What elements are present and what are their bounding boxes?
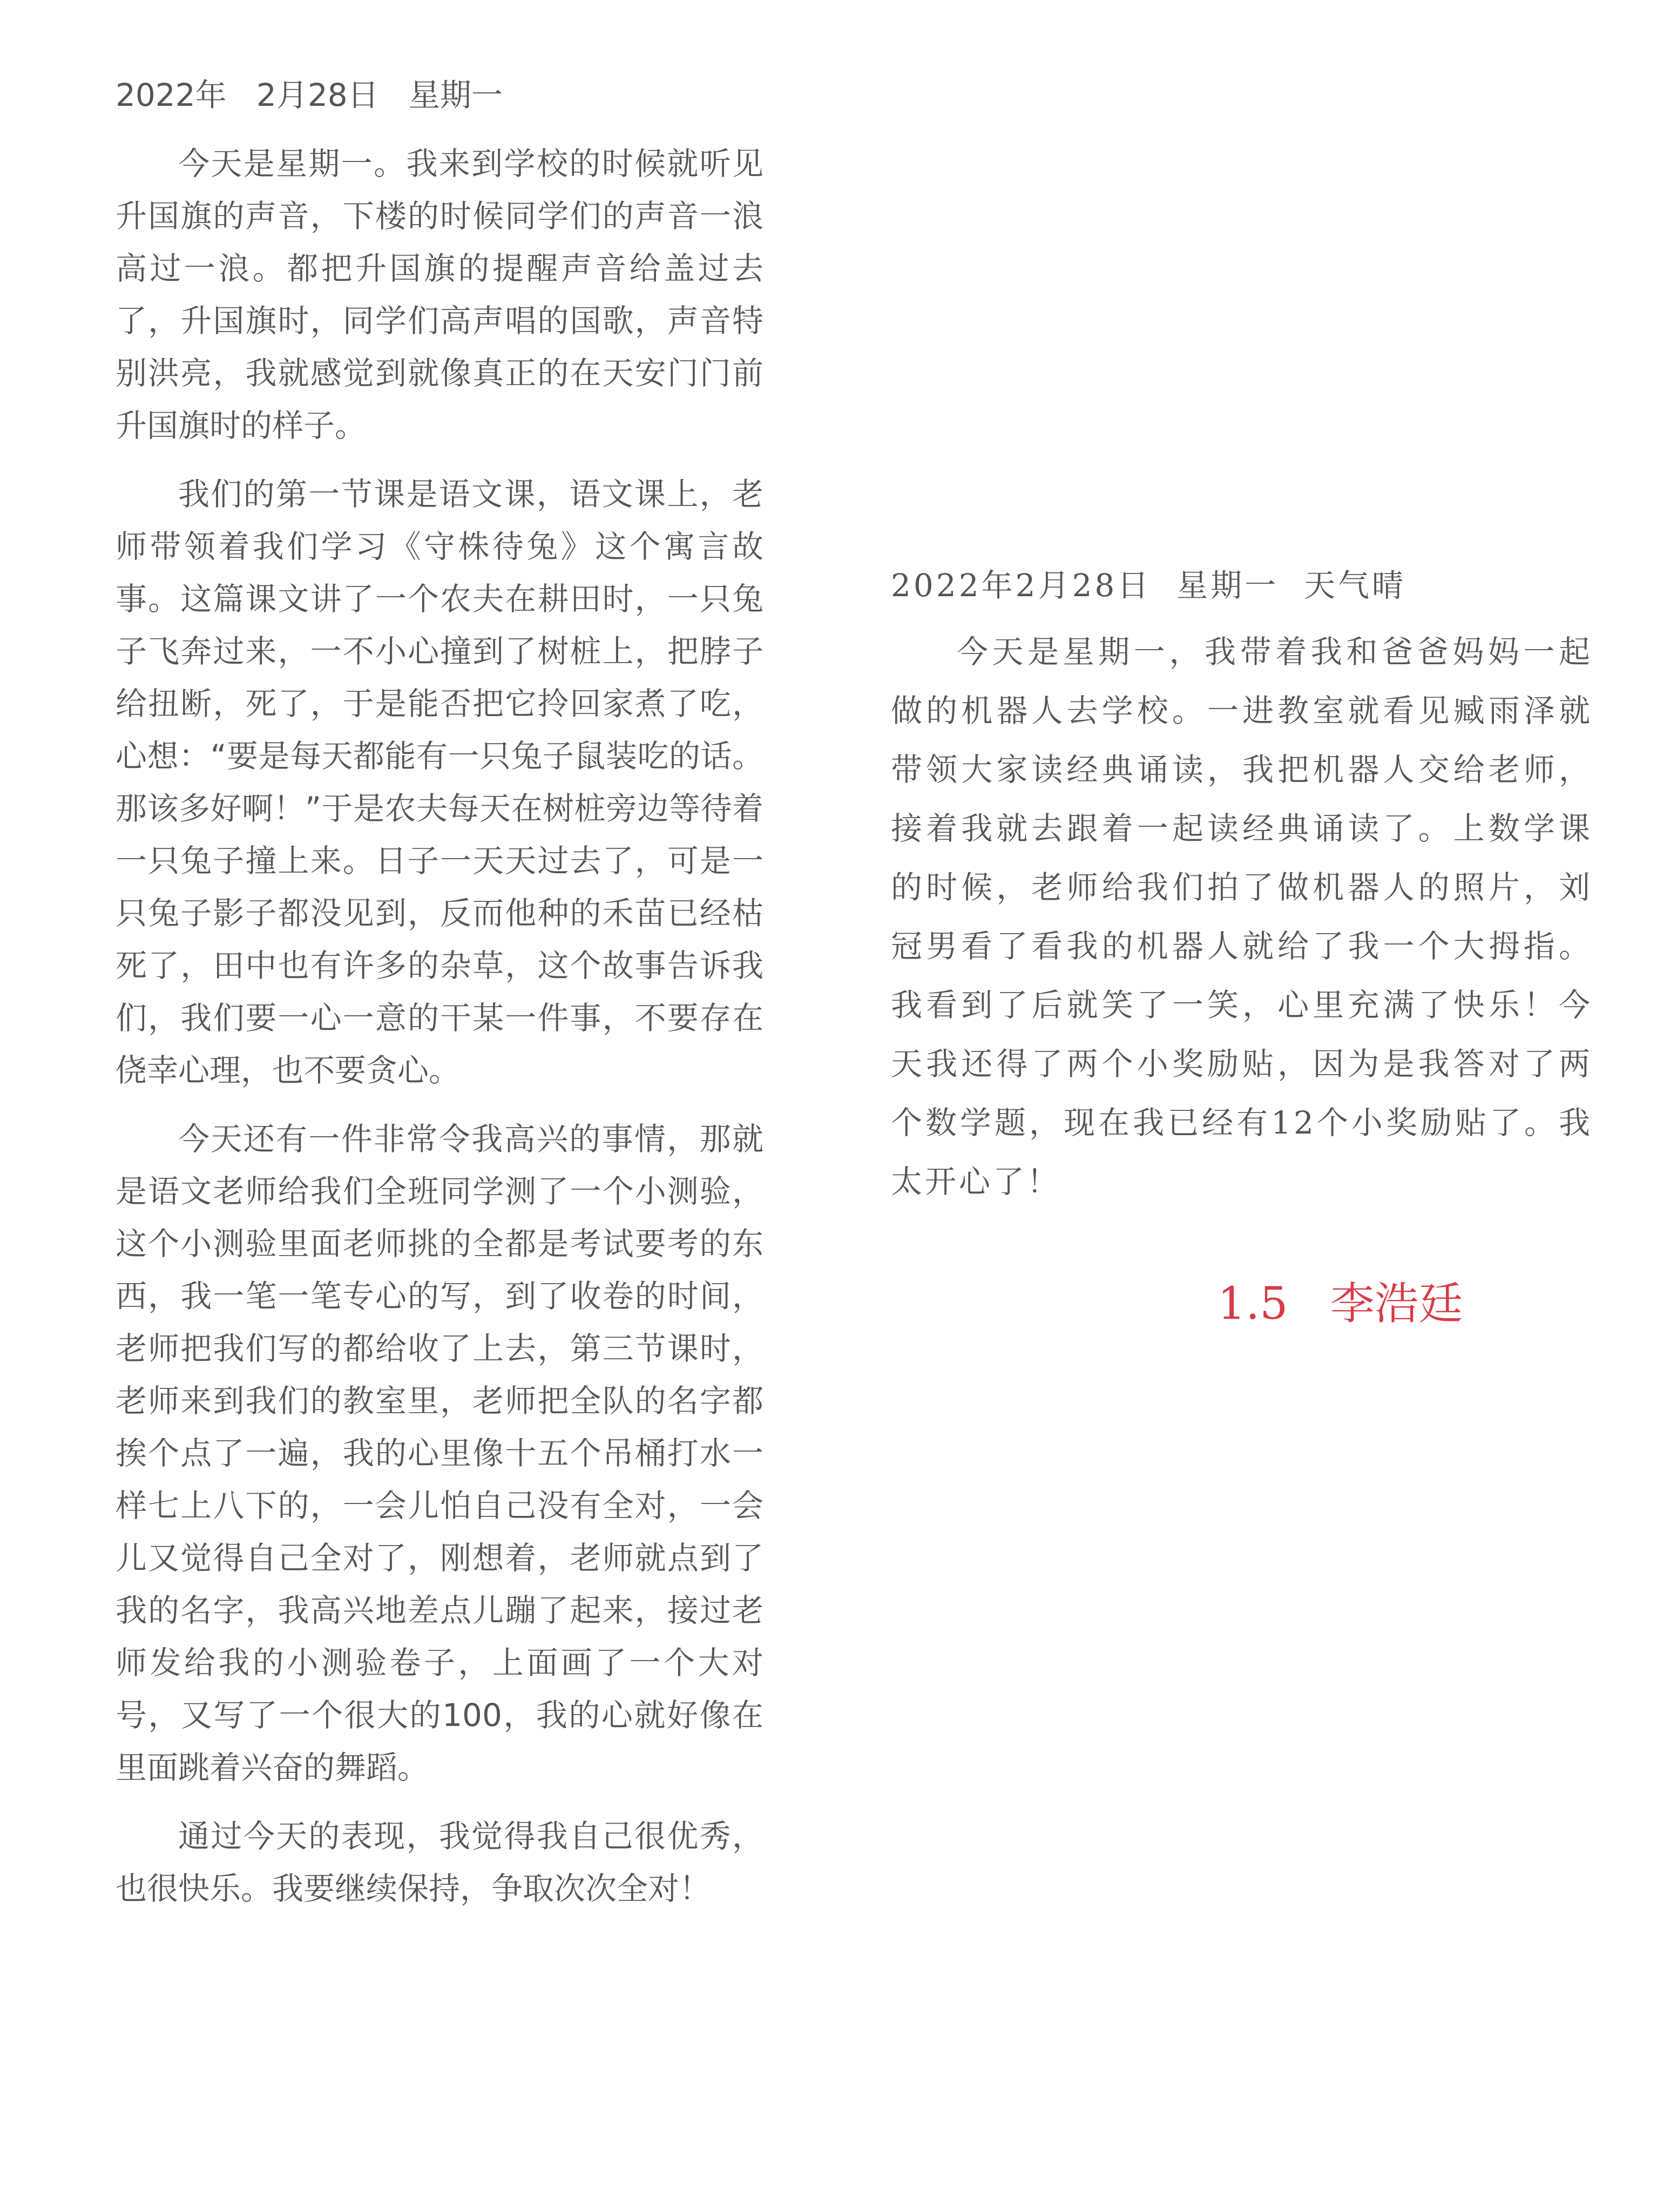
right-paragraph-1: 今天是星期一，我带着我和爸爸妈妈一起做的机器人去学校。一进教室就看见臧雨泽就带领大家读经典诵读，我把机器人交给老师，接着我就去跟着一起读经典诵读了。上数学课的时候，老师给我们拍了做机器人的照片，刘冠男看了看我的机器人就给了我一个大拇指。我看到了后就笑了一笑，心里充满了快乐！今天我还得了两个小奖励贴，因为是我答对了两个数学题，现在我已经有12个小奖励贴了。我太开心了！ <box>891 633 1593 1200</box>
left-paragraph-1: 今天是星期一。我来到学校的时候就听见升国旗的声音，下楼的时候同学们的声音一浪高过一浪。都把升国旗的提醒声音给盖过去了，升国旗时，同学们高声唱的国歌，声音特别洪亮，我就感觉到就像真正的在天安门门前升国旗时的样子。 <box>116 145 763 444</box>
left-paragraph-3: 今天还有一件非常令我高兴的事情，那就是语文老师给我们全班同学测了一个小测验，这个小测验里面老师挑的全都是考试要考的东西，我一笔一笔专心的写，到了收卷的时间，老师把我们写的都给收了上去，第三节课时，老师来到我们的教室里，老师把全队的名字都挨个点了一遍，我的心里像十五个吊桶打水一样七上八下的，一会儿怕自己没有全对，一会儿又觉得自己全对了，刚想着，老师就点到了我的名字，我高兴地差点儿蹦了起来，接过老师发给我的小测验卷子，上面画了一个大对号，又写了一个很大的100，我的心就好像在里面跳着兴奋的舞蹈。 <box>116 1121 763 1786</box>
left-diary-entry <box>116 69 763 1931</box>
right-diary-entry <box>891 556 1593 1211</box>
teacher-grade-signature: 1.5 李浩廷 <box>1218 1278 1463 1330</box>
right-entry-date: 2022年2月28日 星期一 天气晴 <box>891 567 1406 604</box>
left-paragraph-4: 通过今天的表现，我觉得我自己很优秀，也很快乐。我要继续保持，争取次次全对！ <box>116 1818 763 1907</box>
left-entry-date: 2022年 2月28日 星期一 <box>116 77 503 113</box>
left-paragraph-2: 我们的第一节课是语文课，语文课上，老师带领着我们学习《守株待兔》这个寓言故事。这篇课文讲了一个农夫在耕田时，一只兔子飞奔过来，一不小心撞到了树桩上，把脖子给扭断，死了，于是能否把它拎回家煮了吃，心想：“要是每天都能有一只兔子鼠装吃的话。那该多好啊！”于是农夫每天在树桩旁边等待着一只兔子撞上来。日子一天天过去了，可是一只兔子影子都没见到，反而他种的禾苗已经枯死了，田中也有许多的杂草，这个故事告诉我们，我们要一心一意的干某一件事，不要存在侥幸心理，也不要贪心。 <box>116 476 763 1089</box>
